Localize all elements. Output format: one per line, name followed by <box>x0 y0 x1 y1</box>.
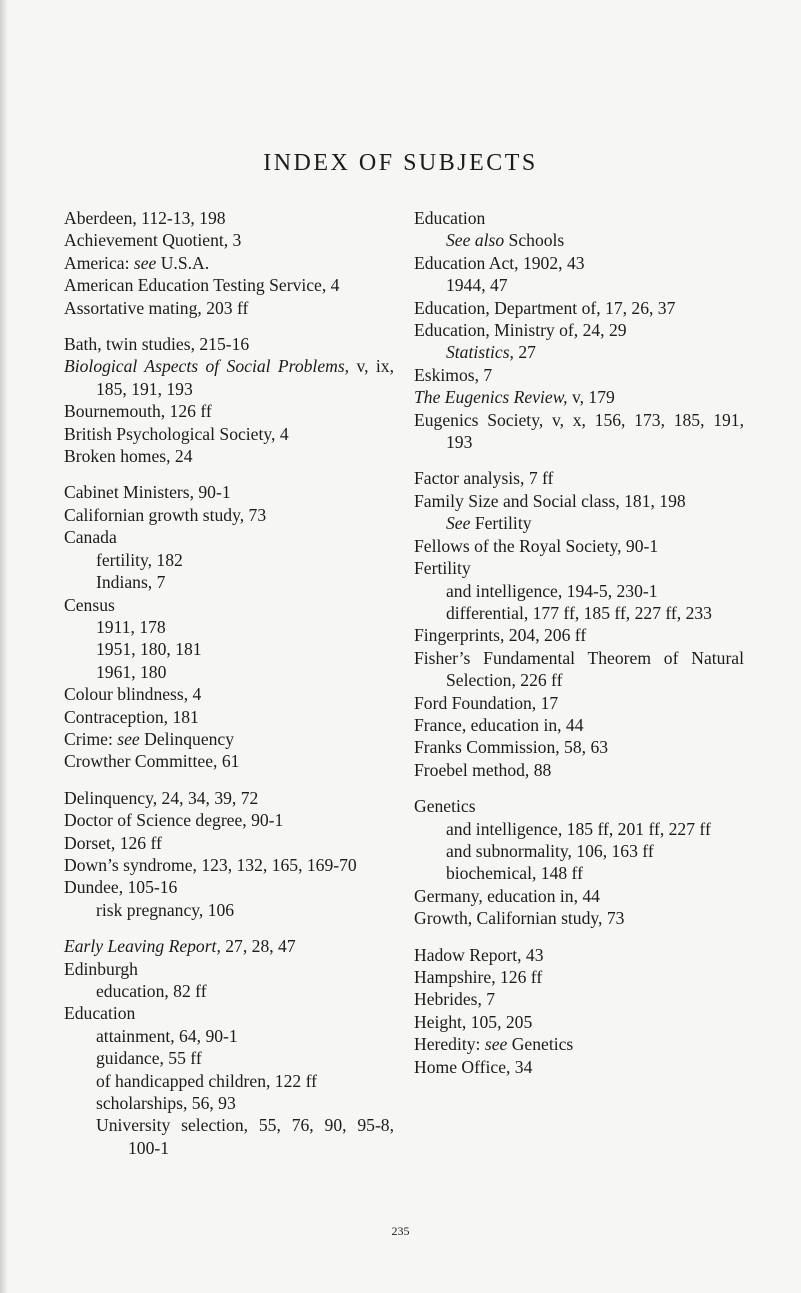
index-entry <box>64 1002 394 1024</box>
index-entry-text: Eskimos, 7 <box>414 364 493 385</box>
index-subentry <box>414 602 744 624</box>
index-entry-text: Heredity: <box>414 1034 485 1055</box>
index-entry <box>64 832 394 854</box>
index-entry-italic-text: The Eugenics Review, <box>414 387 568 408</box>
index-entry-italic-text: see <box>133 252 157 273</box>
index-entry-text: of handicapped children, 122 ff <box>96 1070 317 1091</box>
index-entry-text: Eugenics Society, v, x, 156, 173, 185, 191, 193 <box>414 409 744 453</box>
index-entry <box>64 229 394 251</box>
index-entry-italic-text: see <box>484 1034 508 1055</box>
index-entry <box>414 297 744 319</box>
index-entry <box>414 386 744 408</box>
index-entry-text: America: <box>64 252 134 273</box>
index-subentry <box>64 1092 394 1114</box>
index-entry <box>64 935 394 957</box>
index-entry-text: 1911, 178 <box>96 616 166 637</box>
index-entry-text: University selection, 55, 76, 90, 95-8, 100-1 <box>96 1115 394 1158</box>
index-subentry <box>64 616 394 638</box>
index-entry-text: Education Act, 1902, 43 <box>414 252 585 273</box>
index-entry-text: and intelligence, 194-5, 230-1 <box>446 580 658 601</box>
index-entry-italic-text: Statistics, <box>446 342 514 363</box>
index-subentry <box>414 274 744 296</box>
index-entry-text: Fellows of the Royal Society, 90-1 <box>414 535 659 556</box>
index-entry-text: Franks Commission, 58, 63 <box>414 737 609 758</box>
index-entry-text: Hampshire, 126 ff <box>414 967 543 987</box>
index-entry-text: fertility, 182 <box>96 549 183 570</box>
index-entry <box>64 423 394 445</box>
index-entry <box>64 854 394 876</box>
index-entry-text: Canada <box>64 527 117 548</box>
index-subentry <box>64 549 394 571</box>
index-entry-text: Californian growth study, 73 <box>64 504 267 525</box>
index-entry-text: Ford Foundation, 17 <box>414 692 559 713</box>
index-entry-text: Genetics <box>507 1034 574 1055</box>
index-entry-text: Home Office, 34 <box>414 1056 533 1077</box>
index-subentry <box>414 580 744 602</box>
index-entry <box>414 736 744 758</box>
index-entry-text: Dundee, 105-16 <box>64 877 178 898</box>
index-entry-text: Dorset, 126 ff <box>64 832 162 853</box>
index-entry <box>64 958 394 980</box>
index-entry <box>64 809 394 831</box>
index-entry-text: Genetics <box>414 796 476 817</box>
index-entry-text: risk pregnancy, 106 <box>96 899 235 920</box>
index-entry-text: U.S.A. <box>156 252 210 273</box>
index-entry-text: Education, Ministry of, 24, 29 <box>414 320 627 341</box>
index-entry-text: Cabinet Ministers, 90-1 <box>64 482 231 503</box>
index-entry <box>414 252 744 274</box>
index-entry <box>64 526 394 548</box>
index-entry <box>64 400 394 422</box>
index-entry-text: Bournemouth, 126 ff <box>64 401 212 422</box>
index-entry <box>64 355 394 400</box>
index-entry <box>414 535 744 557</box>
index-entry <box>64 252 394 274</box>
index-subentry <box>64 571 394 593</box>
index-entry-text: Delinquency <box>139 728 235 749</box>
index-entry <box>414 1033 744 1055</box>
index-entry-text: Colour blindness, 4 <box>64 684 202 705</box>
index-entry-italic-text: Early Leaving Report, <box>64 936 221 957</box>
index-entry-text: Froebel method, 88 <box>414 759 552 780</box>
index-entry-text: Education <box>64 1003 136 1024</box>
index-subentry <box>64 661 394 683</box>
index-subentry <box>64 1070 394 1092</box>
index-entry-text: and intelligence, 185 ff, 201 ff, 227 ff <box>446 818 711 839</box>
index-entry-text: scholarships, 56, 93 <box>96 1093 236 1114</box>
index-subentry <box>64 980 394 1002</box>
index-entry-text: Doctor of Science degree, 90-1 <box>64 810 284 831</box>
index-entry <box>64 787 394 809</box>
index-entry-text: Aberdeen, 112-13, 198 <box>64 208 226 228</box>
index-entry-text: Crowther Committee, 61 <box>64 751 240 772</box>
index-entry-text: Education, Department of, 17, 26, 37 <box>414 297 676 318</box>
index-entry-italic-text: See also <box>446 230 505 251</box>
index-entry <box>414 624 744 646</box>
index-entry-text: Edinburgh <box>64 958 138 979</box>
index-entry-text: Bath, twin studies, 215-16 <box>64 334 250 355</box>
index-subentry <box>64 1114 394 1159</box>
index-entry-italic-text: Biological Aspects of Social Problems, <box>64 356 350 377</box>
index-entry <box>414 795 744 817</box>
index-entry-text: Crime: <box>64 728 118 749</box>
index-entry-text: Broken homes, 24 <box>64 446 193 467</box>
index-entry <box>64 504 394 526</box>
index-entry-text: and subnormality, 106, 163 ff <box>446 840 654 861</box>
index-entry-text: Germany, education in, 44 <box>414 885 600 906</box>
index-entry <box>64 876 394 898</box>
index-entry <box>64 594 394 616</box>
index-subentry <box>414 862 744 884</box>
index-entry-text: Factor analysis, 7 ff <box>414 468 554 489</box>
index-entry <box>64 706 394 728</box>
index-entry <box>64 333 394 355</box>
index-entry <box>414 1011 744 1033</box>
index-entry <box>64 683 394 705</box>
index-subentry <box>64 899 394 921</box>
index-entry-text: 1944, 47 <box>446 275 508 296</box>
index-subentry <box>414 512 744 534</box>
index-entry <box>414 364 744 386</box>
index-subentry <box>414 341 744 363</box>
index-subentry <box>414 840 744 862</box>
page-number: 235 <box>391 1224 410 1238</box>
index-entry-text: Achievement Quotient, 3 <box>64 230 242 251</box>
index-entry <box>414 409 744 454</box>
index-subentry <box>64 1047 394 1069</box>
index-entry-italic-text: see <box>117 728 140 749</box>
index-subentry <box>414 818 744 840</box>
index-entry-text: Education <box>414 208 486 228</box>
index-entry <box>64 750 394 772</box>
index-entry <box>414 647 744 692</box>
page-title: INDEX OF SUBJECTS <box>263 150 538 176</box>
index-entry <box>64 481 394 503</box>
index-entry-text: British Psychological Society, 4 <box>64 423 289 444</box>
index-entry <box>414 207 744 229</box>
index-entry-text: 1951, 180, 181 <box>96 639 202 660</box>
index-entry-text: Fertility <box>470 513 532 534</box>
index-entry <box>64 297 394 319</box>
index-subentry <box>64 1025 394 1047</box>
index-entry-text: France, education in, 44 <box>414 714 584 735</box>
index-subentry <box>64 638 394 660</box>
index-entry-text: Down’s syndrome, 123, 132, 165, 169-70 <box>64 854 357 875</box>
index-entry-text: Census <box>64 594 115 615</box>
index-entry <box>64 445 394 467</box>
index-entry-text: differential, 177 ff, 185 ff, 227 ff, 233 <box>446 602 712 623</box>
index-entry <box>414 988 744 1010</box>
index-entry-text: Assortative mating, 203 ff <box>64 297 249 318</box>
index-entry-text: guidance, 55 ff <box>96 1048 202 1069</box>
index-entry <box>414 467 744 489</box>
index-entry-text: attainment, 64, 90-1 <box>96 1025 238 1046</box>
index-column-right <box>414 207 744 1078</box>
index-entry <box>414 759 744 781</box>
index-entry-text: Schools <box>504 230 565 251</box>
index-subentry <box>414 229 744 251</box>
index-entry <box>414 1056 744 1078</box>
index-entry <box>414 692 744 714</box>
index-entry <box>64 728 394 750</box>
index-entry-text: Fisher’s Fundamental Theorem of Natural Selection, 226 ff <box>414 647 744 691</box>
index-entry-text: Hebrides, 7 <box>414 989 496 1010</box>
index-entry <box>414 319 744 341</box>
index-entry <box>414 966 744 988</box>
index-entry-text: v, ix, 185, 191, 193 <box>96 356 394 399</box>
index-entry-text: Fertility <box>414 558 471 579</box>
index-entry <box>64 207 394 229</box>
index-entry <box>414 944 744 966</box>
index-column-left <box>64 207 394 1159</box>
index-entry-text: v, 179 <box>567 387 615 408</box>
index-entry <box>414 907 744 929</box>
index-entry-text: Indians, 7 <box>96 572 166 593</box>
index-entry <box>414 490 744 512</box>
index-entry <box>64 274 394 296</box>
index-entry-text: Height, 105, 205 <box>414 1011 533 1032</box>
index-entry-text: Hadow Report, 43 <box>414 944 544 965</box>
index-entry-text: 27, 28, 47 <box>220 936 296 957</box>
index-entry-text: biochemical, 148 ff <box>446 863 583 884</box>
index-entry <box>414 557 744 579</box>
index-entry-text: American Education Testing Service, 4 <box>64 275 340 296</box>
index-entry <box>414 714 744 736</box>
index-entry-text: education, 82 ff <box>96 981 207 1001</box>
index-entry-text: 1961, 180 <box>96 661 167 682</box>
index-entry-text: Family Size and Social class, 181, 198 <box>414 490 686 511</box>
page-shadow-edge <box>0 0 8 1293</box>
index-entry-text: 27 <box>513 342 536 363</box>
index-entry-text: Contraception, 181 <box>64 706 199 727</box>
index-entry <box>414 885 744 907</box>
index-entry-italic-text: See <box>446 513 471 534</box>
index-entry-text: Delinquency, 24, 34, 39, 72 <box>64 787 259 808</box>
index-entry-text: Growth, Californian study, 73 <box>414 908 625 929</box>
index-entry-text: Fingerprints, 204, 206 ff <box>414 625 587 646</box>
